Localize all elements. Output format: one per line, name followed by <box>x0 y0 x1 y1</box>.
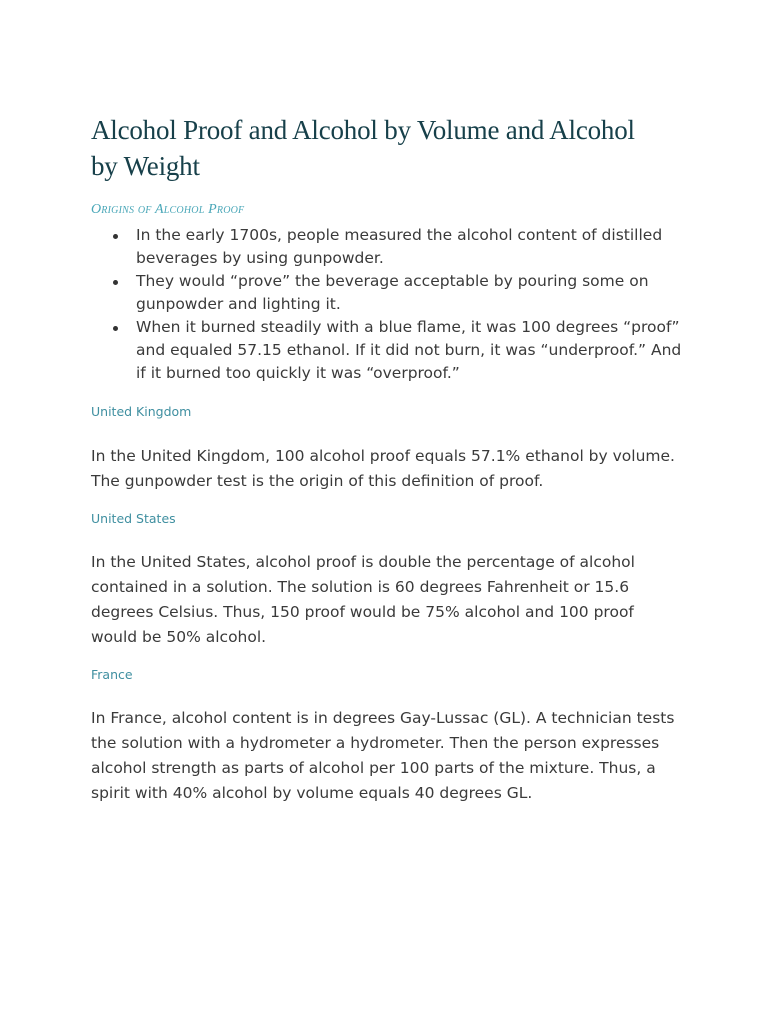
origins-bullet-list <box>91 224 691 385</box>
bullet-item <box>91 270 691 316</box>
section-label-us: United States <box>91 511 176 526</box>
bullet-text: They would “prove” the beverage acceptable by pouring some on gunpowder and lighting it. <box>136 272 649 313</box>
section-text-france: In France, alcohol content is in degrees Gay-Lussac (GL). A technician tests the solution with a hydrometer a hydrometer. Then the person expresses alcohol strength as parts of alcohol per 100 parts of the mixture. Thus, a spirit with 40% alcohol by volume equals 40 degrees GL. <box>91 709 675 802</box>
section-text-us: In the United States, alcohol proof is double the percentage of alcohol contained in a solution. The solution is 60 degrees Fahrenheit or 15.6 degrees Celsius. Thus, 150 proof would be 75% alcohol and 100 proof would be 50% alcohol. <box>91 553 635 646</box>
section-label-france: France <box>91 667 133 682</box>
section-text-uk: In the United Kingdom, 100 alcohol proof equals 57.1% ethanol by volume. The gunpowder test is the origin of this definition of proof. <box>91 447 675 490</box>
bullet-text: In the early 1700s, people measured the alcohol content of distilled beverages by using gunpowder. <box>136 226 663 267</box>
bullet-icon <box>113 326 118 331</box>
bullet-icon <box>113 280 118 285</box>
bullet-item <box>91 224 691 270</box>
section-label-uk: United Kingdom <box>91 404 192 419</box>
bullet-text: When it burned steadily with a blue flame, it was 100 degrees “proof” and equaled 57.15 ethanol. If it did not burn, it was “underproof.” And if it burned too quickly it was “overproof.” <box>136 318 682 382</box>
origins-heading: Origins of Alcohol Proof <box>91 202 245 217</box>
bullet-item <box>91 316 691 385</box>
document-title: Alcohol Proof and Alcohol by Volume and Alcohol by Weight <box>91 115 635 181</box>
bullet-icon <box>113 234 118 239</box>
